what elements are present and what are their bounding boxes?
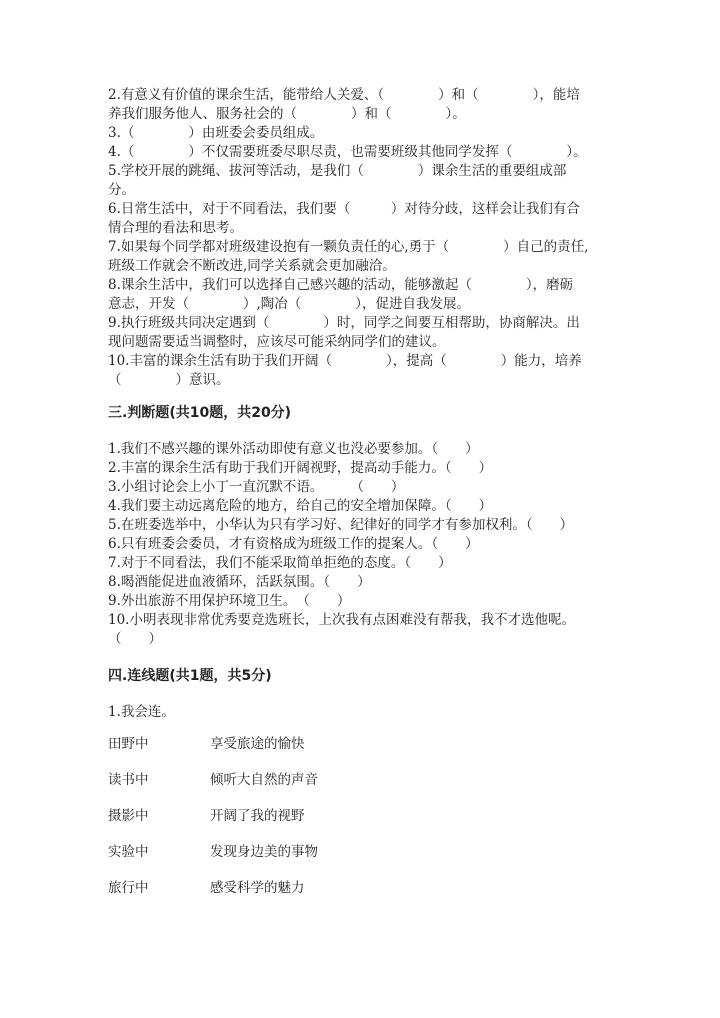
match-left-item[interactable]: 实验中	[108, 844, 149, 860]
match-row	[108, 770, 568, 790]
fill-blank-line: 分。	[108, 182, 135, 198]
match-right-item[interactable]: 感受科学的魅力	[210, 880, 305, 896]
fill-blank-line: （ ）意识。	[108, 372, 230, 388]
fill-blank-line: 8.课余生活中，我们可以选择自己感兴趣的活动，能够激起（ ），磨砺	[108, 277, 574, 293]
fill-blank-line: 3.（ ）由班委会委员组成。	[108, 125, 324, 141]
match-left-item[interactable]: 旅行中	[108, 880, 149, 896]
judge-item: 8.喝酒能促进血液循环，活跃氛围。（ ）	[108, 574, 371, 590]
judge-item: 10.小明表现非常优秀要竞选班长，上次我有点困难没有帮我，我不才选他呢。	[108, 612, 575, 628]
match-row	[108, 878, 568, 898]
fill-blank-line: 班级工作就会不断改进,同学关系就会更加融洽。	[108, 258, 396, 274]
judge-heading: 三.判断题(共10题，共20分)	[108, 405, 292, 421]
judge-item: （ ）	[108, 631, 162, 647]
fill-blank-line: 6.日常生活中，对于不同看法，我们要（ ）对待分歧，这样会让我们有合	[108, 201, 580, 217]
match-left-item[interactable]: 田野中	[108, 736, 149, 752]
fill-blank-line: 养我们服务他人、服务社会的（ ）和（ ）。	[108, 106, 466, 122]
match-right-item[interactable]: 倾听大自然的声音	[210, 772, 318, 788]
judge-item: 6.只有班委会委员，才有资格成为班级工作的提案人。（ ）	[108, 536, 479, 552]
fill-blank-line: 4.（ ）不仅需要班委尽职尽责，也需要班级其他同学发挥（ ）。	[108, 144, 587, 160]
match-left-item[interactable]: 摄影中	[108, 808, 149, 824]
match-intro-text: 1.我会连。	[108, 704, 175, 720]
match-left-item[interactable]: 读书中	[108, 772, 149, 788]
fill-blank-line: 9.执行班级共同决定遇到（ ）时，同学之间要互相帮助，协商解决。出	[108, 315, 580, 331]
match-right-item[interactable]: 开阔了我的视野	[210, 808, 305, 824]
match-right-item[interactable]: 享受旅途的愉快	[210, 736, 305, 752]
match-row	[108, 842, 568, 862]
fill-blank-line: 现问题需要适当调整时，应该尽可能采纳同学们的建议。	[108, 334, 446, 350]
fill-blank-line: 情合理的看法和思考。	[108, 220, 243, 236]
judge-item: 4.我们要主动远离危险的地方，给自己的安全增加保障。（ ）	[108, 498, 493, 514]
match-right-item[interactable]: 发现身边美的事物	[210, 844, 318, 860]
judge-item: 5.在班委选举中，小华认为只有学习好、纪律好的同学才有参加权利。（ ）	[108, 517, 574, 533]
fill-blank-section	[108, 86, 608, 390]
judge-item: 1.我们不感兴趣的课外活动即使有意义也没必要参加。（ ）	[108, 441, 479, 457]
fill-blank-line: 10.丰富的课余生活有助于我们开阔（ ），提高（ ）能力，培养	[108, 353, 582, 369]
judge-item: 7.对于不同看法，我们不能采取简单拒绝的态度。（ ）	[108, 555, 452, 571]
fill-blank-line: 意志，开发（ ）,陶冶（ ），促进自我发展。	[108, 296, 471, 312]
match-row	[108, 806, 568, 826]
fill-blank-line: 7.如果每个同学都对班级建设抱有一颗负责任的心,勇于（ ）自己的责任,	[108, 239, 589, 255]
judge-section	[108, 440, 608, 649]
fill-blank-line: 2.有意义有价值的课余生活，能带给人关爱、（ ）和（ ），能培	[108, 87, 580, 103]
match-row	[108, 734, 568, 754]
judge-item: 2.丰富的课余生活有助于我们开阔视野，提高动手能力。（ ）	[108, 460, 493, 476]
match-intro	[108, 703, 608, 722]
match-heading: 四.连线题(共1题，共5分)	[108, 668, 272, 684]
fill-blank-line: 5.学校开展的跳绳、拔河等活动，是我们（ ）课余生活的重要组成部	[108, 163, 567, 179]
judge-item: 3.小组讨论会上小丁一直沉默不语。 （ ）	[108, 479, 405, 495]
judge-item: 9.外出旅游不用保护环境卫生。 （ ）	[108, 593, 351, 609]
